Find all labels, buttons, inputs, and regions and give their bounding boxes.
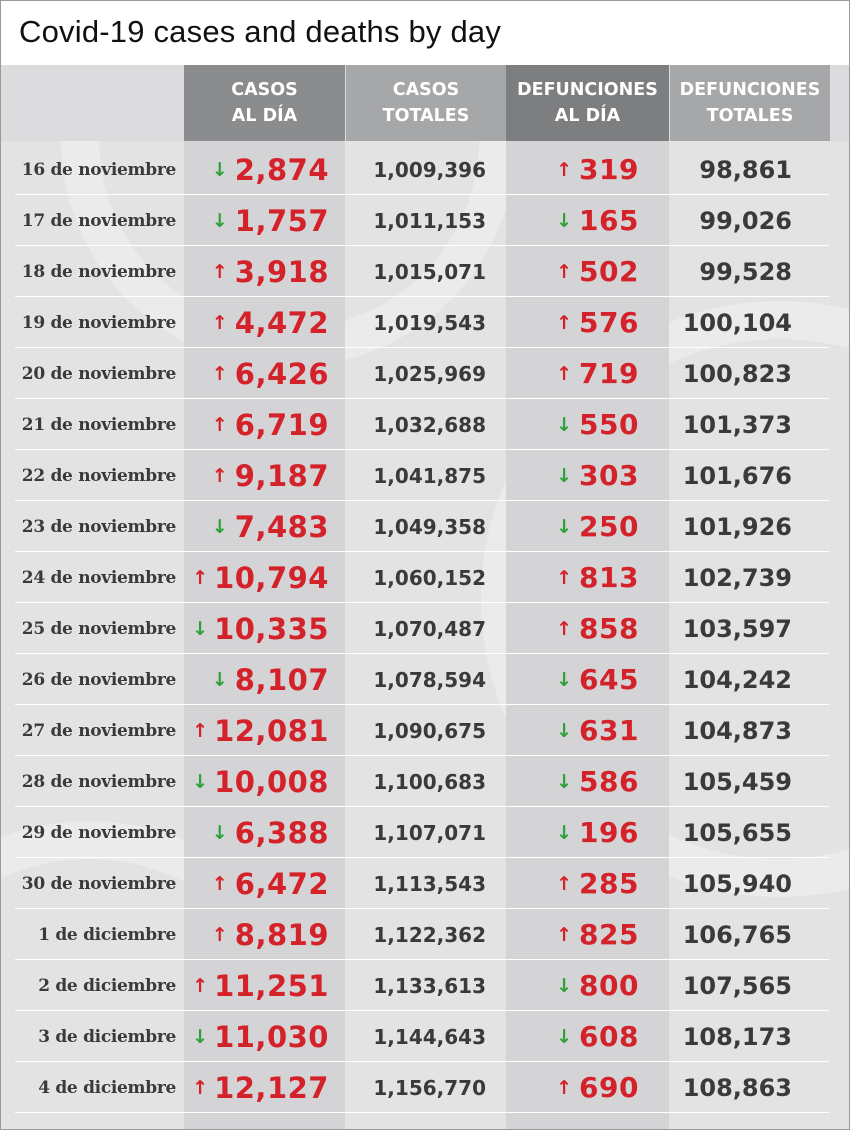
table-row — [1, 450, 849, 501]
deaths-daily-value: 576 — [579, 306, 639, 339]
table-row — [1, 1062, 849, 1113]
cases-daily-value: 2,874 — [234, 152, 329, 187]
deaths-total-value: 99,026 — [699, 206, 792, 235]
chart-title: Covid-19 cases and deaths by day — [19, 14, 502, 49]
deaths-daily-value: 319 — [579, 153, 639, 186]
cases-daily-cell — [199, 654, 329, 705]
cases-daily-cell — [199, 144, 329, 195]
cases-daily-value: 6,388 — [234, 815, 329, 850]
deaths-total-value: 102,739 — [682, 563, 792, 592]
deaths-total-value: 105,459 — [682, 767, 792, 796]
cases-daily-cell — [199, 348, 329, 399]
arrow-down-icon: ↓ — [556, 1025, 572, 1048]
date-label: 18 de noviembre — [21, 261, 176, 282]
cases-total-value: 1,015,071 — [373, 259, 486, 284]
deaths-daily-cell — [541, 348, 639, 399]
deaths-total-value: 108,173 — [682, 1022, 792, 1051]
deaths-daily-cell — [541, 1062, 639, 1113]
arrow-up-icon: ↑ — [556, 1076, 572, 1099]
deaths-daily-cell — [541, 297, 639, 348]
deaths-daily-cell — [541, 858, 639, 909]
deaths-total-value: 107,565 — [682, 971, 792, 1000]
header-cases-daily: CASOS AL DÍA — [184, 65, 345, 141]
table-row — [1, 807, 849, 858]
deaths-total-value: 105,655 — [682, 818, 792, 847]
cases-total-value: 1,078,594 — [373, 667, 486, 692]
deaths-total-value: 104,873 — [682, 716, 792, 745]
deaths-daily-cell — [541, 450, 639, 501]
arrow-down-icon: ↓ — [556, 413, 572, 436]
deaths-total-value: 103,597 — [682, 614, 792, 643]
cases-daily-cell — [199, 195, 329, 246]
table-row — [1, 756, 849, 807]
cases-daily-cell — [199, 297, 329, 348]
date-label: 2 de diciembre — [38, 975, 176, 996]
cases-daily-value: 10,335 — [214, 611, 329, 646]
deaths-total-value: 98,861 — [699, 155, 792, 184]
arrow-up-icon: ↑ — [211, 413, 228, 436]
deaths-daily-cell — [541, 756, 639, 807]
date-label: 27 de noviembre — [21, 720, 176, 741]
arrow-up-icon: ↑ — [556, 566, 572, 589]
arrow-up-icon: ↑ — [192, 566, 209, 589]
cases-daily-cell — [192, 552, 329, 603]
cases-daily-value: 3,918 — [234, 254, 329, 289]
title-bar — [1, 1, 849, 66]
date-label: 21 de noviembre — [21, 414, 176, 435]
arrow-down-icon: ↓ — [192, 617, 209, 640]
date-label: 19 de noviembre — [21, 312, 176, 333]
arrow-down-icon: ↓ — [556, 821, 572, 844]
arrow-up-icon: ↑ — [556, 872, 572, 895]
deaths-total-value: 101,676 — [682, 461, 792, 490]
deaths-total-value: 101,926 — [682, 512, 792, 541]
deaths-total-value: 106,765 — [682, 920, 792, 949]
table-row — [1, 195, 849, 246]
deaths-total-value: 105,940 — [682, 869, 792, 898]
arrow-down-icon: ↓ — [192, 1025, 209, 1048]
arrow-down-icon: ↓ — [556, 770, 572, 793]
arrow-up-icon: ↑ — [556, 260, 572, 283]
deaths-daily-cell — [541, 552, 639, 603]
date-label: 17 de noviembre — [21, 210, 176, 231]
arrow-up-icon: ↑ — [556, 617, 572, 640]
arrow-up-icon: ↑ — [211, 464, 228, 487]
deaths-daily-cell — [541, 909, 639, 960]
deaths-daily-value: 645 — [579, 663, 639, 696]
cases-daily-cell — [199, 909, 329, 960]
header-deaths-total: DEFUNCIONES TOTALES — [670, 65, 830, 141]
deaths-total-value: 108,863 — [682, 1073, 792, 1102]
deaths-daily-value: 196 — [579, 816, 639, 849]
deaths-total-value: 100,823 — [682, 359, 792, 388]
deaths-daily-value: 165 — [579, 204, 639, 237]
arrow-down-icon: ↓ — [556, 719, 572, 742]
deaths-daily-value: 608 — [579, 1020, 639, 1053]
arrow-down-icon: ↓ — [211, 821, 228, 844]
cases-total-value: 1,107,071 — [373, 820, 486, 845]
deaths-daily-cell — [541, 960, 639, 1011]
cases-daily-cell — [192, 756, 329, 807]
table-row — [1, 399, 849, 450]
date-label: 24 de noviembre — [21, 567, 176, 588]
date-label: 30 de noviembre — [21, 873, 176, 894]
table-row — [1, 909, 849, 960]
cases-total-value: 1,041,875 — [373, 463, 486, 488]
deaths-daily-value: 690 — [579, 1071, 639, 1104]
arrow-up-icon: ↑ — [192, 719, 209, 742]
cases-total-value: 1,032,688 — [373, 412, 486, 437]
arrow-up-icon: ↑ — [211, 923, 228, 946]
arrow-up-icon: ↑ — [556, 923, 572, 946]
arrow-down-icon: ↓ — [211, 209, 228, 232]
arrow-down-icon: ↓ — [556, 974, 572, 997]
table-row — [1, 246, 849, 297]
cases-daily-value: 12,081 — [214, 713, 329, 748]
date-label: 26 de noviembre — [21, 669, 176, 690]
deaths-daily-value: 550 — [579, 408, 639, 441]
deaths-daily-value: 800 — [579, 969, 639, 1002]
cases-daily-value: 10,008 — [214, 764, 329, 799]
cases-total-value: 1,060,152 — [373, 565, 486, 590]
date-label: 25 de noviembre — [21, 618, 176, 639]
deaths-daily-value: 813 — [579, 561, 639, 594]
table-row — [1, 654, 849, 705]
date-label: 4 de diciembre — [38, 1077, 176, 1098]
cases-daily-cell — [192, 1062, 329, 1113]
cases-daily-cell — [199, 246, 329, 297]
table-row — [1, 705, 849, 756]
arrow-up-icon: ↑ — [211, 872, 228, 895]
arrow-up-icon: ↑ — [556, 362, 572, 385]
date-label: 1 de diciembre — [38, 924, 176, 945]
deaths-daily-value: 631 — [579, 714, 639, 747]
cases-daily-value: 4,472 — [234, 305, 329, 340]
deaths-daily-value: 825 — [579, 918, 639, 951]
header-cases-total: CASOS TOTALES — [346, 65, 506, 141]
arrow-up-icon: ↑ — [192, 974, 209, 997]
deaths-daily-cell — [541, 195, 639, 246]
arrow-up-icon: ↑ — [211, 260, 228, 283]
table-row — [1, 603, 849, 654]
cases-total-value: 1,009,396 — [373, 157, 486, 182]
cases-total-value: 1,113,543 — [373, 871, 486, 896]
arrow-down-icon: ↓ — [556, 668, 572, 691]
cases-daily-cell — [199, 807, 329, 858]
arrow-up-icon: ↑ — [211, 362, 228, 385]
cases-daily-cell — [192, 960, 329, 1011]
deaths-daily-value: 285 — [579, 867, 639, 900]
cases-daily-value: 8,819 — [234, 917, 329, 952]
cases-daily-value: 10,794 — [214, 560, 329, 595]
table-row — [1, 348, 849, 399]
table-row — [1, 552, 849, 603]
arrow-up-icon: ↑ — [211, 311, 228, 334]
date-label: 22 de noviembre — [21, 465, 176, 486]
cases-daily-value: 11,030 — [214, 1019, 329, 1054]
deaths-daily-value: 586 — [579, 765, 639, 798]
deaths-daily-value: 303 — [579, 459, 639, 492]
header-deaths-daily: DEFUNCIONES AL DÍA — [506, 65, 669, 141]
cases-daily-value: 11,251 — [214, 968, 329, 1003]
deaths-daily-cell — [541, 144, 639, 195]
deaths-daily-cell — [541, 1011, 639, 1062]
arrow-down-icon: ↓ — [211, 668, 228, 691]
table-row — [1, 144, 849, 195]
cases-daily-value: 12,127 — [214, 1070, 329, 1105]
table-header — [1, 65, 849, 141]
deaths-daily-value: 719 — [579, 357, 639, 390]
arrow-down-icon: ↓ — [211, 515, 228, 538]
arrow-up-icon: ↑ — [556, 311, 572, 334]
cases-total-value: 1,090,675 — [373, 718, 486, 743]
arrow-down-icon: ↓ — [192, 770, 209, 793]
table-row — [1, 858, 849, 909]
deaths-daily-value: 502 — [579, 255, 639, 288]
table-row — [1, 1011, 849, 1062]
arrow-up-icon: ↑ — [556, 158, 572, 181]
date-label: 29 de noviembre — [21, 822, 176, 843]
date-label: 28 de noviembre — [21, 771, 176, 792]
cases-total-value: 1,122,362 — [373, 922, 486, 947]
table-body — [1, 144, 849, 1113]
deaths-daily-value: 858 — [579, 612, 639, 645]
cases-daily-cell — [192, 705, 329, 756]
deaths-total-value: 101,373 — [682, 410, 792, 439]
cases-daily-value: 6,426 — [234, 356, 329, 391]
cases-total-value: 1,070,487 — [373, 616, 486, 641]
arrow-up-icon: ↑ — [192, 1076, 209, 1099]
cases-daily-value: 1,757 — [234, 203, 329, 238]
cases-total-value: 1,049,358 — [373, 514, 486, 539]
deaths-total-value: 99,528 — [699, 257, 792, 286]
deaths-daily-value: 250 — [579, 510, 639, 543]
cases-daily-value: 6,472 — [234, 866, 329, 901]
table-row — [1, 501, 849, 552]
date-label: 16 de noviembre — [21, 159, 176, 180]
cases-daily-cell — [199, 501, 329, 552]
deaths-daily-cell — [541, 705, 639, 756]
table-row — [1, 297, 849, 348]
cases-daily-value: 8,107 — [234, 662, 329, 697]
cases-daily-cell — [199, 858, 329, 909]
cases-daily-cell — [199, 450, 329, 501]
cases-total-value: 1,144,643 — [373, 1024, 486, 1049]
table-row — [1, 960, 849, 1011]
cases-total-value: 1,133,613 — [373, 973, 486, 998]
cases-total-value: 1,100,683 — [373, 769, 486, 794]
date-label: 20 de noviembre — [21, 363, 176, 384]
cases-total-value: 1,011,153 — [373, 208, 486, 233]
arrow-down-icon: ↓ — [211, 158, 228, 181]
deaths-daily-cell — [541, 501, 639, 552]
cases-total-value: 1,156,770 — [373, 1075, 486, 1100]
cases-daily-cell — [192, 1011, 329, 1062]
cases-daily-value: 9,187 — [234, 458, 329, 493]
arrow-down-icon: ↓ — [556, 209, 572, 232]
cases-daily-value: 7,483 — [234, 509, 329, 544]
deaths-total-value: 100,104 — [682, 308, 792, 337]
deaths-total-value: 104,242 — [682, 665, 792, 694]
deaths-daily-cell — [541, 246, 639, 297]
cases-daily-value: 6,719 — [234, 407, 329, 442]
cases-daily-cell — [199, 399, 329, 450]
deaths-daily-cell — [541, 654, 639, 705]
deaths-daily-cell — [541, 399, 639, 450]
arrow-down-icon: ↓ — [556, 515, 572, 538]
date-label: 3 de diciembre — [38, 1026, 176, 1047]
cases-total-value: 1,025,969 — [373, 361, 486, 386]
date-label: 23 de noviembre — [21, 516, 176, 537]
deaths-daily-cell — [541, 807, 639, 858]
arrow-down-icon: ↓ — [556, 464, 572, 487]
cases-daily-cell — [192, 603, 329, 654]
deaths-daily-cell — [541, 603, 639, 654]
cases-total-value: 1,019,543 — [373, 310, 486, 335]
